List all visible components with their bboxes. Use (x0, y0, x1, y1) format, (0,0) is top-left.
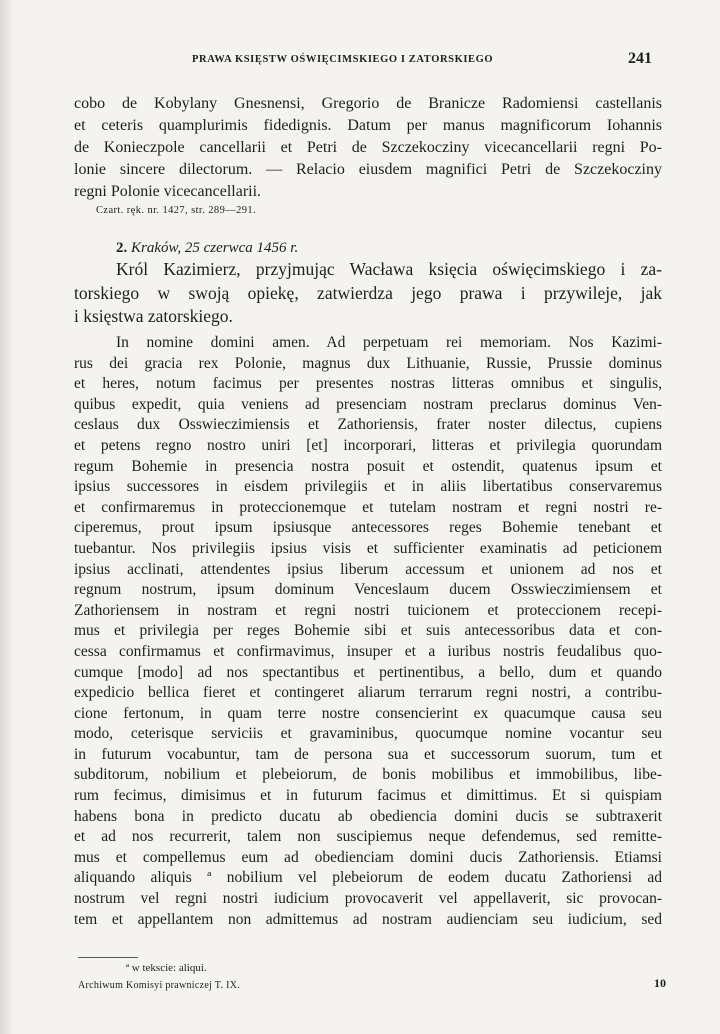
text-line: et confirmaremus in proteccionemque et tutelam nostram et regni nostri re- (74, 498, 662, 516)
text-line: subditorum, nobilium et plebeiorum, de bonis mobilibus et immobilibus, libe- (74, 766, 662, 784)
document-summary (74, 258, 662, 329)
text-line: quibus expedit, quia veniens ad presenciam nostram preclarus dominus Ven- (74, 395, 662, 413)
text-line: habens bona in predicto ducatu ab obediencia domini ducis se subtraxerit (74, 807, 662, 825)
text-line: In nomine domini amen. Ad perpetuam rei memoriam. Nos Kazimi- (116, 334, 662, 351)
text-line: ipsius successores in eisdem privilegiis et in aliis libertatibus conservaremus (74, 478, 662, 496)
text-line: ceslaus dux Osswieczimiensis et Zathoriensis, frater noster dilectus, cupiens (74, 416, 662, 434)
footer-archive-title: Archiwum Komisyi prawniczej T. IX. (78, 980, 241, 991)
text-line: cessa confirmamus et confirmavimus, insuper et a iuribus nostris feudalibus quo- (74, 642, 662, 660)
running-title: PRAWA KSIĘSTW OŚWIĘCIMSKIEGO I ZATORSKIEGO (192, 54, 494, 65)
text-line: et ad nos recurrerit, talem non suscipiemus neque defendemus, sed remitte- (74, 828, 662, 846)
text-line: tem et appellantem non admittemus ad nostram audienciam seu iudicium, sed (74, 910, 662, 928)
text-line: modo, ceterisque serviciis et gravaminibus, quocumque nomine vocantur seu (74, 725, 662, 743)
document-heading (116, 240, 298, 257)
text-line: et heres, notum facimus per presentes nostras litteras omnibus et singulis, (74, 375, 662, 393)
footnote: ª w tekscie: aliqui. (126, 962, 207, 974)
text-line: in futurum vocabuntur, tam de persona sua et successorum suorum, tum et (74, 745, 662, 763)
page-header (0, 50, 720, 74)
text-line: ciperemus, prout ipsum ipsiusque antecessores reges Bohemie tenebant et (74, 519, 662, 537)
text-line: rum fecimus, dimisimus et in futurum facimus et dimittimus. Et si quispiam (74, 787, 662, 805)
footnote-divider (78, 957, 138, 958)
text-line: regum Bohemie in presencia nostra posuit et ostendit, quatenus ipsum et (74, 457, 662, 475)
main-text (74, 333, 662, 930)
text-line: nostrum vel regni nostri iudicium provocaverit vel appellaverit, sic provocan- (74, 890, 662, 908)
text-line: regnum nostrum, ipsum dominum Venceslaum ducem Osswieczimiensem et (74, 581, 662, 599)
summary-line: torskiego w swoją opiekę, zatwierdza jego prawa i przywileje, jak (74, 282, 662, 303)
text-line: aliquando aliquis ª nobilium vel plebeiorum de eodem ducatu Zathoriensi ad (74, 869, 662, 887)
text-line: tuebantur. Nos privilegiis ipsius visis et sufficienter examinatis ad peticionem (74, 539, 662, 557)
previous-document-end (74, 93, 662, 203)
text-line: Zathoriensem in nostram et regni nostri tuicionem et proteccionem recepi- (74, 601, 662, 619)
page-number: 241 (628, 50, 652, 67)
text-line: regni Polonie vicecancellarii. (74, 183, 262, 200)
text-line: et ceteris quamplurimis fidedignis. Datum per manus magnificorum Iohannis (74, 117, 662, 134)
text-line: mus et compellemus eum ad obedienciam domini ducis Zathoriensis. Etiamsi (74, 848, 662, 866)
page-edge-shadow (0, 0, 14, 1034)
document-number: 2. (116, 240, 128, 256)
text-line: cumque [modo] ad nos spectantibus et pertinentibus, a bello, dum et quando (74, 663, 662, 681)
text-line: cobo de Kobylany Gnesnensi, Gregorio de Branicze Radomiensi castellanis (74, 95, 662, 112)
text-line: ipsius acclinati, attendentes ipsius liberum accessum et unionem ad nos et (74, 560, 662, 578)
text-line: lonie sincere dilectorum. — Relacio eiusdem magnifici Petri de Szczekocziny (74, 161, 662, 178)
summary-line: Król Kazimierz, przyjmując Wacława księcia oświęcimskiego i za- (116, 259, 662, 279)
text-line: et petens regno nostro uniri [et] incorporari, litteras et privilegia quorundam (74, 436, 662, 454)
text-line: rus dei gracia rex Polonie, magnus dux Lithuanie, Russie, Prussie dominus (74, 354, 662, 372)
text-line: expedicio bellica fieret et contingeret aliarum terrarum regni nostri, a contribu- (74, 684, 662, 702)
text-line: mus et privilegia per reges Bohemie sibi et suis antecessoribus data et con- (74, 622, 662, 640)
document-place-date: Kraków, 25 czerwca 1456 r. (131, 240, 299, 256)
footer-sheet-number: 10 (654, 976, 666, 990)
source-note: Czart. ręk. nr. 1427, str. 289—291. (96, 205, 257, 216)
summary-line: i księstwa zatorskiego. (74, 306, 233, 326)
text-line: cione fertonum, in quam terre nostre consencierint ex quacumque causa seu (74, 704, 662, 722)
text-line: de Konieczpole cancellarii et Petri de Szczekocziny vicecancellarii regni Po- (74, 139, 662, 156)
